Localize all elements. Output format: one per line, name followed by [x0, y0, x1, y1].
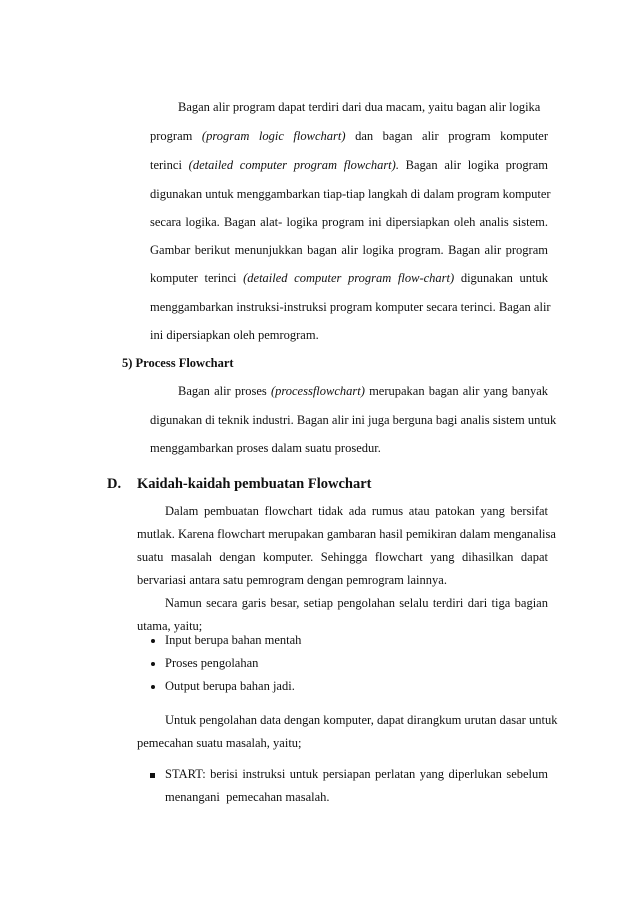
section-heading [107, 476, 371, 493]
paragraph-line: Bagan alir program dapat terdiri dari dua macam, yaitu bagan alir logika [178, 100, 541, 114]
text-span: Bagan alir proses [178, 384, 267, 398]
paragraph-line: digunakan di teknik industri. Bagan alir ini juga berguna bagi analis sistem untuk [150, 413, 557, 427]
paragraph-line [150, 128, 548, 144]
paragraph-line: Gambar berikut menunjukkan bagan alir logika program. Bagan alir program [150, 243, 548, 257]
list-item: Input berupa bahan mentah [165, 633, 302, 647]
paragraph-line [178, 383, 548, 399]
paragraph-line: suatu masalah dengan komputer. Sehingga flowchart yang dihasilkan dapat [137, 550, 548, 564]
paragraph-line [150, 157, 548, 173]
paragraph-line: Untuk pengolahan data dengan komputer, dapat dirangkum urutan dasar untuk [165, 713, 558, 727]
paragraph-line: utama, yaitu; [137, 619, 203, 633]
bullet-icon [151, 662, 155, 666]
paragraph-line: bervariasi antara satu pemrogram dengan pemrogram lainnya. [137, 573, 447, 587]
paragraph-line [150, 270, 548, 286]
paragraph-line: ini dipersiapkan oleh pemrogram. [150, 328, 319, 342]
subheading: 5) Process Flowchart [122, 356, 234, 370]
square-bullet-icon [150, 773, 155, 778]
text-span: Bagan alir logika program [405, 158, 549, 172]
list-item: Output berupa bahan jadi. [165, 679, 295, 693]
italic-term: (detailed computer program flow-chart) [243, 271, 455, 285]
text-span: program [150, 129, 193, 143]
paragraph-line: mutlak. Karena flowchart merupakan gambaran hasil pemikiran dalam menganalisa [137, 527, 556, 541]
bullet-icon [151, 685, 155, 689]
paragraph-line: Namun secara garis besar, setiap pengolahan selalu terdiri dari tiga bagian [165, 596, 548, 610]
bullet-icon [151, 639, 155, 643]
italic-term: (program logic flowchart) [201, 129, 346, 143]
section-title: Kaidah-kaidah pembuatan Flowchart [137, 476, 372, 492]
paragraph-line: digunakan untuk menggambarkan tiap-tiap langkah di dalam program komputer [150, 187, 551, 201]
paragraph-line: pemecahan suatu masalah, yaitu; [137, 736, 302, 750]
section-letter: D. [107, 476, 122, 492]
text-span: dan bagan alir program komputer [355, 129, 549, 143]
text-span: digunakan untuk [460, 271, 549, 285]
paragraph-line: menggambarkan instruksi-instruksi program komputer secara terinci. Bagan alir [150, 300, 551, 314]
text-span: merupakan bagan alir yang banyak [369, 384, 549, 398]
list-item: Proses pengolahan [165, 656, 259, 670]
italic-term: (detailed computer program flowchart). [188, 158, 399, 172]
paragraph-line: menggambarkan proses dalam suatu prosedur. [150, 441, 381, 455]
list-item: START: berisi instruksi untuk persiapan perlatan yang diperlukan sebelum [165, 767, 548, 781]
text-span: komputer terinci [150, 271, 237, 285]
italic-term: (processflowchart) [270, 384, 365, 398]
text-span: terinci [150, 158, 182, 172]
paragraph-line: Dalam pembuatan flowchart tidak ada rumus atau patokan yang bersifat [165, 504, 548, 518]
list-item-continuation: menangani pemecahan masalah. [165, 790, 330, 804]
paragraph-line: secara logika. Bagan alat- logika program ini dipersiapkan oleh analis sistem. [150, 215, 548, 229]
